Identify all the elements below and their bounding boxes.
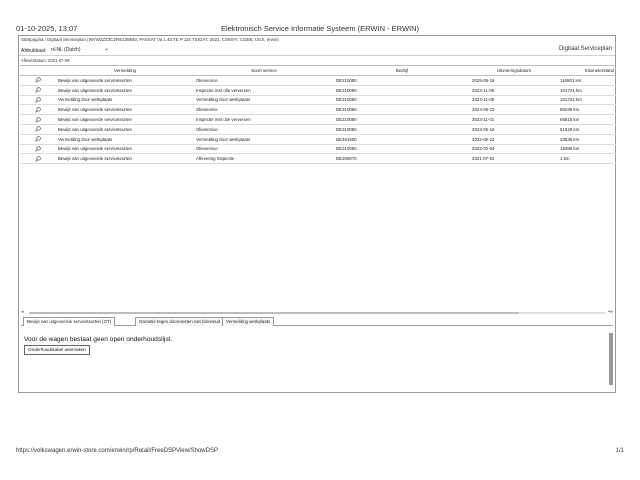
tab-panel (19, 327, 615, 392)
magnifier-icon[interactable] (35, 77, 41, 83)
cell-uitvoeringsdatum: 2024-05-23 (470, 105, 558, 115)
page-number: 1/1 (615, 448, 624, 454)
cell-soort-service: Olieservice (194, 105, 334, 115)
table-row[interactable] (20, 144, 616, 154)
table-row[interactable] (20, 124, 616, 134)
service-table (20, 65, 614, 164)
col-header-kilometerstand[interactable]: Kilometerstand (558, 66, 616, 76)
magnifier-icon[interactable] (35, 146, 41, 152)
magnifier-icon[interactable] (35, 156, 41, 162)
scroll-left-icon[interactable]: ◂ (21, 309, 24, 315)
view-cell (20, 95, 56, 105)
language-label: Afdrukbaal: (21, 48, 47, 54)
table-row[interactable] (20, 115, 616, 125)
cell-vermelding: Bewijs van uitgevoerde serviceteurten (56, 76, 194, 86)
cell-bedrijf: DE210080 (334, 144, 470, 154)
scroll-thumb[interactable] (29, 312, 519, 314)
cell-uitvoeringsdatum: 2023-05-16 (470, 124, 558, 134)
view-cell (20, 115, 56, 125)
magnifier-icon[interactable] (35, 107, 41, 113)
table-row[interactable] (20, 76, 616, 86)
horizontal-scrollbar[interactable] (21, 310, 613, 316)
view-cell (20, 154, 56, 164)
magnifier-icon[interactable] (35, 126, 41, 132)
cell-vermelding: Vermelding door werkplaats (56, 134, 194, 144)
cell-soort-service: Inspectie met olie verversen (194, 85, 334, 95)
language-select[interactable] (49, 47, 109, 54)
col-header-bedrijf[interactable]: Bedrijf (334, 66, 470, 76)
cell-soort-service: Olieservice (194, 144, 334, 154)
cell-uitvoeringsdatum: 2023-11-01 (470, 115, 558, 125)
scroll-right-icon[interactable]: ▸ (610, 309, 613, 315)
tab-service-proofs[interactable]: Bewijs van uitgevoerde serviceteurten (OT) (23, 317, 115, 326)
cell-uitvoeringsdatum: 2024-11-08 (470, 95, 558, 105)
tab-bar (21, 317, 613, 326)
view-cell (20, 134, 56, 144)
cell-kilometerstand: 65815 km (558, 115, 616, 125)
col-header-vermelding[interactable]: Vermelding (56, 66, 194, 76)
table-row[interactable] (20, 134, 616, 144)
cell-uitvoeringsdatum: 2021-07-02 (470, 154, 558, 164)
table-row[interactable] (20, 154, 616, 164)
app-name: Digitaal Serviceplan (558, 46, 612, 52)
cell-kilometerstand: 101721 km (558, 95, 616, 105)
cell-kilometerstand: 116501 km (558, 76, 616, 86)
cell-kilometerstand: 101721 km (558, 85, 616, 95)
page-url: https://volkswagen.erwin-store.com/erwin/rp/Retail/FreeDSPView/ShowDSP (16, 448, 218, 454)
delivery-date: Afleverdatum: 2021-07-09 (21, 58, 70, 63)
cell-uitvoeringsdatum: 2025-06-16 (470, 76, 558, 86)
cell-vermelding: Bewijs van uitgevoerde serviceteurten (56, 144, 194, 154)
vertical-scrollbar[interactable] (609, 308, 613, 388)
cell-vermelding: Bewijs van uitgevoerde serviceteurten (56, 154, 194, 164)
cell-bedrijf: DE210080 (334, 76, 470, 86)
view-cell (20, 124, 56, 134)
view-cell (20, 76, 56, 86)
view-cell (20, 105, 56, 115)
language-select-value: nl-NL (Dutch) (51, 47, 81, 53)
cell-bedrijf: DE210080 (334, 85, 470, 95)
cell-bedrijf: DE451500 (334, 134, 470, 144)
table-row[interactable] (20, 105, 616, 115)
cell-kilometerstand: 33538 km (558, 134, 616, 144)
col-header-icon (20, 66, 56, 76)
view-cell (20, 144, 56, 154)
cell-soort-service: Olieservice (194, 124, 334, 134)
cell-vermelding: Bewijs van uitgevoerde serviceteurten (56, 105, 194, 115)
create-maintenance-table-button[interactable]: Onderhoudstabel aanmaken (24, 345, 90, 355)
scroll-up-icon[interactable]: ▴ (608, 308, 611, 313)
content-frame (18, 35, 616, 393)
breadcrumb[interactable]: Startpagina / Digitaal Serviceplan (WVWZZZ3CZRE139540, PASSAT Va 1.4GTE P 115 TSI/2AT, 2021, CS6SYI, CGEB, UGS, erwin) (21, 37, 279, 42)
cell-soort-service: Vermelding door werkplaats (194, 95, 334, 105)
cell-bedrijf: DE209070 (334, 154, 470, 164)
magnifier-icon[interactable] (35, 97, 41, 103)
cell-vermelding: Vermelding door werkplaats (56, 95, 194, 105)
table-header-row (20, 66, 616, 76)
col-header-uitvoeringsdatum[interactable]: Uitvoeringsdatum (470, 66, 558, 76)
cell-kilometerstand: 85039 km (558, 105, 616, 115)
vertical-scroll-thumb[interactable] (609, 333, 613, 385)
cell-uitvoeringsdatum: 2024-11-08 (470, 85, 558, 95)
cell-vermelding: Bewijs van uitgevoerde serviceteurten (56, 124, 194, 134)
maintenance-notice: Voor de wagen bestaat geen open onderhoudslijst. (24, 336, 173, 343)
magnifier-icon[interactable] (35, 117, 41, 123)
cell-soort-service: Olieservice (194, 76, 334, 86)
cell-bedrijf: DE210080 (334, 115, 470, 125)
print-datetime: 01-10-2025, 13:07 (16, 24, 78, 33)
tab-workshop-note[interactable]: Vermelding werkplaats (222, 317, 274, 326)
cell-soort-service: Aflevering Inspectie (194, 154, 334, 164)
window-title: Elektronisch Service Informatie Systeem (ERWIN - ERWIN) (220, 24, 420, 33)
cell-soort-service: Inspectie met olie verversen (194, 115, 334, 125)
cell-kilometerstand: 51529 km (558, 124, 616, 134)
view-cell (20, 85, 56, 95)
cell-vermelding: Bewijs van uitgevoerde serviceteurten (56, 115, 194, 125)
cell-bedrijf: DE210080 (334, 105, 470, 115)
table-row[interactable] (20, 85, 616, 95)
magnifier-icon[interactable] (35, 136, 41, 142)
cell-bedrijf: DE210080 (334, 124, 470, 134)
cell-soort-service: Vermelding door werkplaats (194, 134, 334, 144)
magnifier-icon[interactable] (35, 87, 41, 93)
cell-uitvoeringsdatum: 2022-02-04 (470, 144, 558, 154)
filter-bar (19, 45, 615, 56)
cell-bedrijf: DE210080 (334, 95, 470, 105)
tab-rust-warranty[interactable]: Garantie tegen doorroesten van binnenuit (135, 317, 224, 326)
chevron-down-icon: ⌄ (103, 46, 109, 52)
col-header-soort-service[interactable]: Soort service (194, 66, 334, 76)
cell-vermelding: Bewijs van uitgevoerde serviceteurten (56, 85, 194, 95)
cell-kilometerstand: 16086 km (558, 144, 616, 154)
table-row[interactable] (20, 95, 616, 105)
cell-uitvoeringsdatum: 2022-05-24 (470, 134, 558, 144)
cell-kilometerstand: 1 km (558, 154, 616, 164)
